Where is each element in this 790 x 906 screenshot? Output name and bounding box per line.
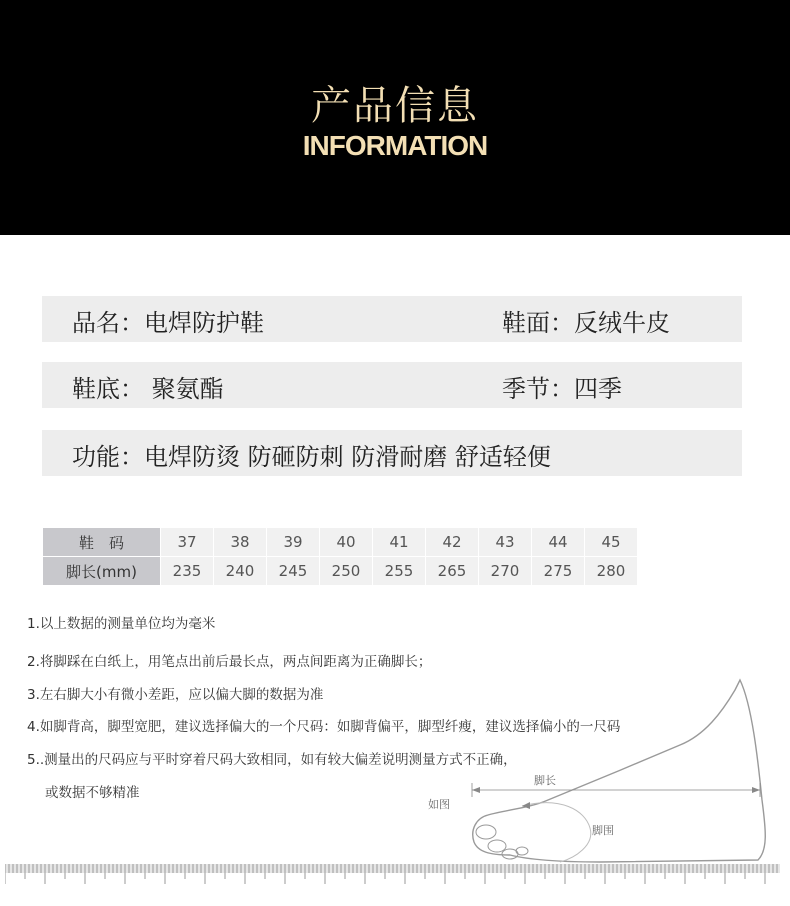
size-cell: 41 xyxy=(373,528,426,557)
info-row-sole-season xyxy=(42,362,742,408)
note-item: 3.左右脚大小有微小差距，应以偏大脚的数据为准 xyxy=(27,687,324,703)
size-cell: 40 xyxy=(320,528,373,557)
ruler-graphic xyxy=(5,864,780,886)
length-header: 脚长(mm) xyxy=(43,557,161,586)
length-cell: 240 xyxy=(214,557,267,586)
size-row xyxy=(43,528,638,557)
note-item: 2.将脚踩在白纸上，用笔点出前后最长点，两点间距离为正确脚长； xyxy=(27,654,432,670)
note-item: 4.如脚背高，脚型宽肥，建议选择偏大的一个尺码：如脚背偏平，脚型纤瘦，建议选择偏小的一尺码 xyxy=(27,719,621,735)
note-item: 或数据不够精准 xyxy=(45,785,140,801)
info-row-function xyxy=(42,430,742,476)
season: 季节：四季 xyxy=(502,375,622,403)
banner-title: 产品信息 xyxy=(311,83,479,129)
length-cell: 250 xyxy=(320,557,373,586)
function-text: 功能：电焊防烫 防砸防刺 防滑耐磨 舒适轻便 xyxy=(72,443,551,471)
size-header: 鞋 码 xyxy=(43,528,161,557)
length-cell: 270 xyxy=(479,557,532,586)
note-item: 5..测量出的尺码应与平时穿着尺码大致相同，如有较大偏差说明测量方式不正确， xyxy=(27,752,517,768)
length-cell: 255 xyxy=(373,557,426,586)
upper-material: 鞋面：反绒牛皮 xyxy=(502,309,670,337)
sole-material: 鞋底： 聚氨酯 xyxy=(72,375,224,403)
illustration-example-label: 如图 xyxy=(428,798,450,811)
size-cell: 43 xyxy=(479,528,532,557)
length-cell: 235 xyxy=(161,557,214,586)
size-cell: 42 xyxy=(426,528,479,557)
size-cell: 44 xyxy=(532,528,585,557)
note-item: 1.以上数据的测量单位均为毫米 xyxy=(27,616,216,632)
size-cell: 37 xyxy=(161,528,214,557)
length-cell: 275 xyxy=(532,557,585,586)
illustration-length-label: 脚长 xyxy=(534,774,556,787)
banner-subtitle: INFORMATION xyxy=(302,130,488,161)
size-table xyxy=(42,527,638,586)
illustration-girth-label: 脚围 xyxy=(592,824,614,837)
product-name: 品名：电焊防护鞋 xyxy=(72,309,264,337)
length-row xyxy=(43,557,638,586)
length-cell: 280 xyxy=(585,557,638,586)
info-row-name-upper xyxy=(42,296,742,342)
size-cell: 39 xyxy=(267,528,320,557)
header-banner xyxy=(0,0,790,235)
size-cell: 38 xyxy=(214,528,267,557)
length-cell: 245 xyxy=(267,557,320,586)
size-cell: 45 xyxy=(585,528,638,557)
length-cell: 265 xyxy=(426,557,479,586)
